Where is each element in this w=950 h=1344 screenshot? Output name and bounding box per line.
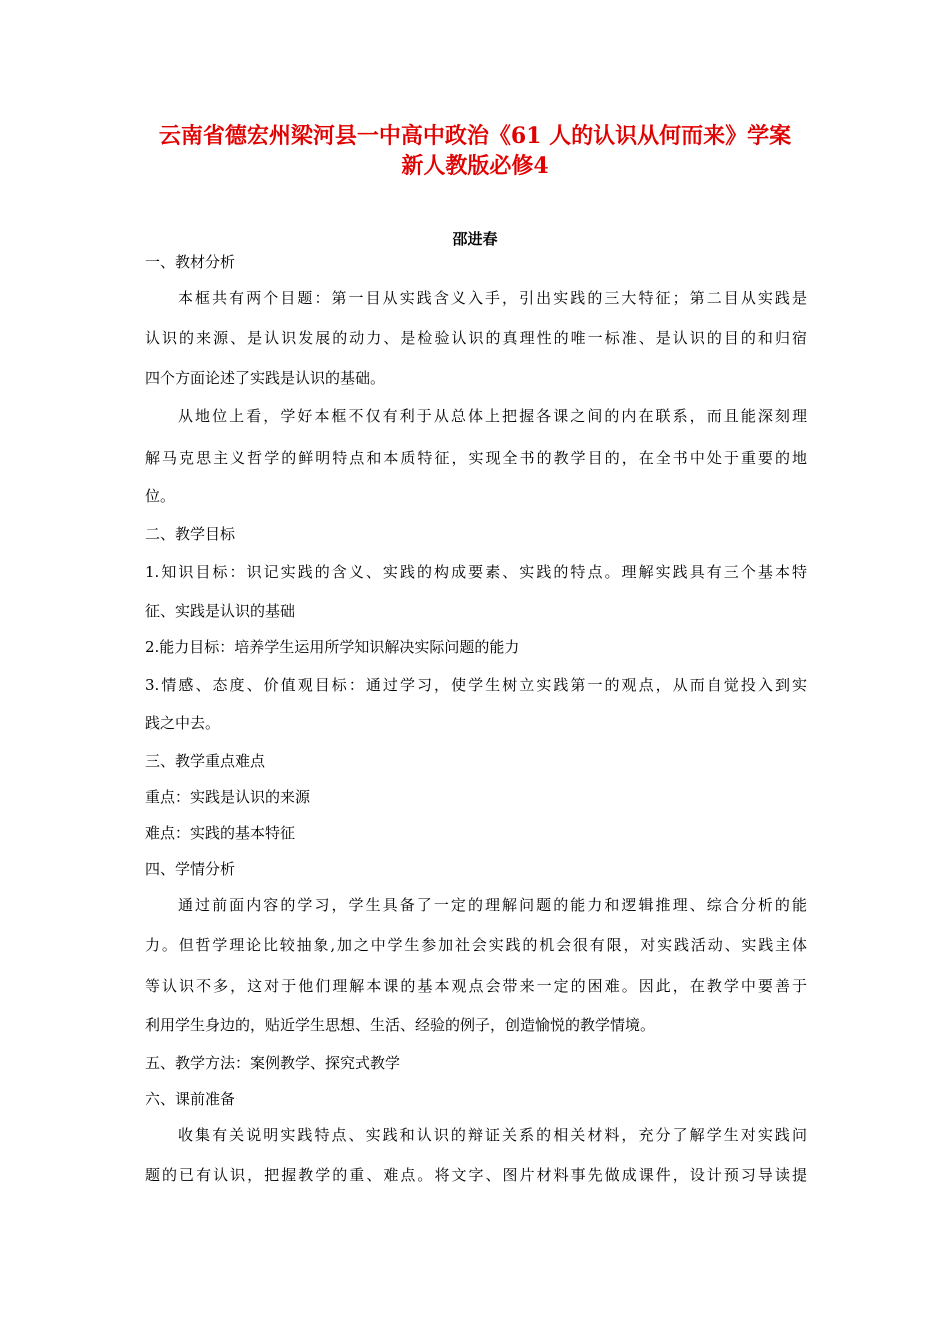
paragraph-1-line-2: 认识的来源、是认识发展的动力、是检验认识的真理性的唯一标准、是认识的目的和归宿 xyxy=(145,329,807,347)
document-title-line2: 新人教版必修4 xyxy=(401,153,549,179)
paragraph-2-line-1: 从地位上看，学好本框不仅有利于从总体上把握各课之间的内在联系，而且能深刻理 xyxy=(178,407,807,425)
paragraph-3-line-1: 通过前面内容的学习，学生具备了一定的理解问题的能力和逻辑推理、综合分析的能 xyxy=(178,896,807,914)
paragraph-4-line-2: 题的已有认识，把握教学的重、难点。将文字、图片材料事先做成课件，设计预习导读提 xyxy=(145,1166,807,1184)
paragraph-4-line-1: 收集有关说明实践特点、实践和认识的辩证关系的相关材料，充分了解学生对实践问 xyxy=(178,1126,807,1144)
goal-3-line-2: 践之中去。 xyxy=(145,714,221,732)
author-name: 邵进春 xyxy=(452,230,498,248)
section-heading-2: 二、教学目标 xyxy=(145,525,236,543)
goal-1-line-1: 1.知识目标：识记实践的含义、实践的构成要素、实践的特点。理解实践具有三个基本特 xyxy=(145,563,807,581)
key-point: 重点：实践是认识的来源 xyxy=(145,788,311,806)
difficult-point: 难点：实践的基本特征 xyxy=(145,824,296,842)
paragraph-2-line-3: 位。 xyxy=(145,487,176,505)
section-heading-5: 五、教学方法：案例教学、探究式教学 xyxy=(145,1054,401,1072)
section-heading-1: 一、教材分析 xyxy=(145,253,236,271)
goal-2: 2.能力目标：培养学生运用所学知识解决实际问题的能力 xyxy=(145,638,520,656)
paragraph-3-line-2: 力。但哲学理论比较抽象,加之中学生参加社会实践的机会很有限，对实践活动、实践主体 xyxy=(145,936,807,954)
document-title-line1: 云南省德宏州梁河县一中高中政治《61 人的认识从何而来》学案 xyxy=(158,123,792,149)
paragraph-1-line-3: 四个方面论述了实践是认识的基础。 xyxy=(145,369,386,387)
paragraph-3-line-4: 利用学生身边的，贴近学生思想、生活、经验的例子，创造愉悦的教学情境。 xyxy=(145,1016,656,1034)
section-heading-6: 六、课前准备 xyxy=(145,1090,236,1108)
paragraph-3-line-3: 等认识不多，这对于他们理解本课的基本观点会带来一定的困难。因此，在教学中要善于 xyxy=(145,977,807,995)
section-heading-4: 四、学情分析 xyxy=(145,860,236,878)
section-heading-3: 三、教学重点难点 xyxy=(145,752,266,770)
goal-1-line-2: 征、实践是认识的基础 xyxy=(145,602,296,620)
goal-3-line-1: 3.情感、态度、价值观目标：通过学习，使学生树立实践第一的观点，从而自觉投入到实 xyxy=(145,676,807,694)
paragraph-1-line-1: 本框共有两个目题：第一目从实践含义入手，引出实践的三大特征；第二目从实践是 xyxy=(178,289,807,307)
paragraph-2-line-2: 解马克思主义哲学的鲜明特点和本质特征，实现全书的教学目的，在全书中处于重要的地 xyxy=(145,449,807,467)
